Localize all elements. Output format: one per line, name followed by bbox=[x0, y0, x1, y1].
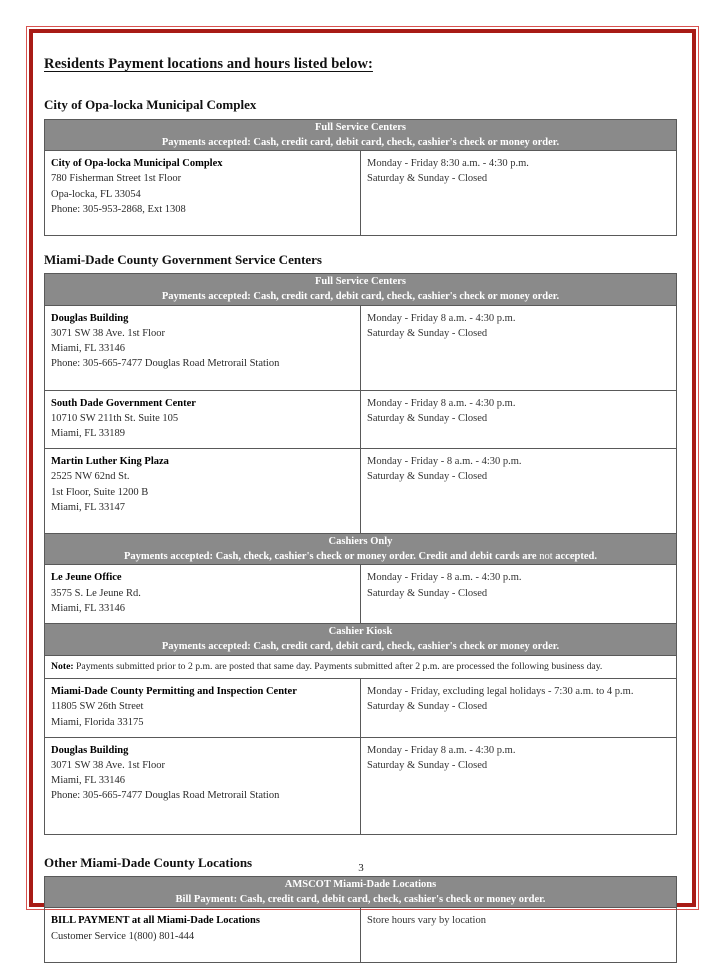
section-heading-miami-dade: Miami-Dade County Government Service Centers bbox=[44, 251, 322, 267]
location-cell bbox=[45, 305, 361, 390]
location-name: South Dade Government Center bbox=[51, 397, 196, 409]
band-cashier-kiosk bbox=[45, 624, 677, 655]
note-cell bbox=[45, 655, 677, 679]
location-details bbox=[45, 151, 360, 235]
band-title: Full Service Centers bbox=[315, 121, 406, 133]
hours-details bbox=[361, 391, 676, 433]
hours-weekend: Saturday & Sunday - Closed bbox=[367, 412, 488, 424]
table-amscot bbox=[44, 876, 677, 963]
location-address-line: 2525 NW 62nd St. bbox=[51, 471, 130, 483]
location-cell bbox=[45, 908, 361, 962]
location-address-line: Miami, FL 33146 bbox=[51, 343, 125, 355]
section-heading-opa-locka: City of Opa-locka Municipal Complex bbox=[44, 97, 257, 113]
location-phone: Phone: 305-665-7477 Douglas Road Metrorail Station bbox=[51, 790, 280, 802]
hours-details bbox=[361, 679, 676, 721]
hours-weekday: Monday - Friday, excluding legal holidays - 7:30 a.m. to 4 p.m. bbox=[367, 686, 634, 698]
hours-cell bbox=[361, 565, 677, 624]
location-cell bbox=[45, 151, 361, 236]
location-name: Douglas Building bbox=[51, 312, 129, 324]
band-subtitle-not: not bbox=[539, 551, 553, 563]
location-address-line: 3071 SW 38 Ave. 1st Floor bbox=[51, 327, 165, 339]
location-details bbox=[45, 908, 360, 961]
hours-details bbox=[361, 565, 676, 607]
location-details bbox=[45, 679, 360, 737]
location-address-line: Miami, FL 33189 bbox=[51, 427, 125, 439]
band-subtitle-part-a: Payments accepted: Cash, check, cashier's check or money order. Credit and debit cards are bbox=[124, 551, 540, 563]
location-cell bbox=[45, 737, 361, 834]
hours-weekday: Monday - Friday 8 a.m. - 4:30 p.m. bbox=[367, 744, 516, 756]
location-details bbox=[45, 738, 360, 834]
location-cell bbox=[45, 679, 361, 738]
hours-weekend: Saturday & Sunday - Closed bbox=[367, 760, 488, 772]
table-band-row bbox=[45, 624, 677, 655]
location-name: City of Opa-locka Municipal Complex bbox=[51, 158, 223, 170]
location-address-line: Opa-locka, FL 33054 bbox=[51, 188, 141, 200]
location-cell bbox=[45, 390, 361, 449]
hours-cell bbox=[361, 449, 677, 534]
band-title: AMSCOT Miami-Dade Locations bbox=[284, 878, 437, 890]
band-full-service bbox=[45, 274, 677, 305]
note-text-wrapper bbox=[45, 656, 676, 679]
hours-details bbox=[361, 738, 676, 780]
location-cell bbox=[45, 565, 361, 624]
hours-cell bbox=[361, 908, 677, 962]
note-text: Payments submitted prior to 2 p.m. are posted that same day. Payments submitted after 2 p.m. are processed the following business day. bbox=[73, 660, 603, 672]
hours-cell bbox=[361, 305, 677, 390]
band-subtitle-part-b: accepted. bbox=[552, 551, 597, 563]
band-cashiers-only bbox=[45, 534, 677, 565]
hours-weekday: Monday - Friday - 8 a.m. - 4:30 p.m. bbox=[367, 456, 522, 468]
hours-details bbox=[361, 306, 676, 348]
location-address-line: 10710 SW 211th St. Suite 105 bbox=[51, 412, 179, 424]
band-full-service bbox=[45, 119, 677, 150]
hours-details bbox=[361, 151, 676, 193]
location-address-line: Miami, FL 33146 bbox=[51, 775, 125, 787]
hours-cell bbox=[361, 151, 677, 236]
location-address-line: 3575 S. Le Jeune Rd. bbox=[51, 587, 141, 599]
hours-weekday: Monday - Friday 8:30 a.m. - 4:30 p.m. bbox=[367, 158, 529, 170]
table-row bbox=[45, 390, 677, 449]
hours-weekday: Monday - Friday 8 a.m. - 4:30 p.m. bbox=[367, 312, 516, 324]
hours-details bbox=[361, 908, 676, 935]
hours-cell bbox=[361, 737, 677, 834]
table-row bbox=[45, 565, 677, 624]
hours-weekend: Saturday & Sunday - Closed bbox=[367, 471, 488, 483]
band-subtitle: Bill Payment: Cash, credit card, debit card, check, cashier's check or money order. bbox=[175, 894, 546, 906]
hours-cell bbox=[361, 390, 677, 449]
table-opa-locka bbox=[44, 119, 677, 236]
band-subtitle: Payments accepted: Cash, credit card, debit card, check, cashier's check or money order. bbox=[161, 641, 560, 653]
band-subtitle: Payments accepted: Cash, credit card, debit card, check, cashier's check or money order. bbox=[161, 291, 560, 303]
table-note-row bbox=[45, 655, 677, 679]
table-band-row bbox=[45, 876, 677, 907]
table-row bbox=[45, 908, 677, 962]
band-subtitle: Payments accepted: Cash, credit card, debit card, check, cashier's check or money order. bbox=[161, 136, 560, 148]
band-subtitle bbox=[45, 549, 676, 564]
table-band-row bbox=[45, 534, 677, 565]
location-address-line: 11805 SW 26th Street bbox=[51, 701, 144, 713]
location-name: Miami-Dade County Permitting and Inspection Center bbox=[51, 686, 297, 698]
location-name: BILL PAYMENT at all Miami-Dade Locations bbox=[51, 915, 260, 927]
location-phone: Phone: 305-953-2868, Ext 1308 bbox=[51, 203, 186, 215]
hours-cell bbox=[361, 679, 677, 738]
section-heading-other-locations: Other Miami-Dade County Locations bbox=[44, 854, 253, 870]
note-label: Note: bbox=[51, 660, 74, 672]
hours-weekend: Saturday & Sunday - Closed bbox=[367, 587, 488, 599]
table-row bbox=[45, 737, 677, 834]
location-details bbox=[45, 565, 360, 623]
page-number: 3 bbox=[358, 862, 364, 874]
hours-details bbox=[361, 449, 676, 491]
location-address-line: Miami, Florida 33175 bbox=[51, 716, 144, 728]
location-name: Douglas Building bbox=[51, 744, 129, 756]
band-title: Cashiers Only bbox=[328, 536, 393, 548]
location-address-line: 3071 SW 38 Ave. 1st Floor bbox=[51, 760, 165, 772]
location-name: Martin Luther King Plaza bbox=[51, 456, 169, 468]
table-miami-dade bbox=[44, 273, 677, 834]
location-address-line: Miami, FL 33147 bbox=[51, 501, 125, 513]
table-row bbox=[45, 449, 677, 534]
hours-weekend: Saturday & Sunday - Closed bbox=[367, 173, 488, 185]
location-address-line: Miami, FL 33146 bbox=[51, 602, 125, 614]
hours-weekday: Monday - Friday - 8 a.m. - 4:30 p.m. bbox=[367, 572, 522, 584]
location-details bbox=[45, 306, 360, 390]
band-title: Cashier Kiosk bbox=[328, 626, 393, 638]
hours-weekend: Saturday & Sunday - Closed bbox=[367, 327, 488, 339]
location-name: Le Jeune Office bbox=[51, 572, 122, 584]
location-cell bbox=[45, 449, 361, 534]
location-address-line: 1st Floor, Suite 1200 B bbox=[51, 486, 149, 498]
hours-note: Store hours vary by location bbox=[367, 915, 486, 927]
location-details bbox=[45, 391, 360, 449]
page-title: Residents Payment locations and hours listed below: bbox=[44, 56, 373, 72]
hours-weekday: Monday - Friday 8 a.m. - 4:30 p.m. bbox=[367, 397, 516, 409]
table-row bbox=[45, 151, 677, 236]
table-band-row bbox=[45, 119, 677, 150]
document-content bbox=[44, 56, 678, 963]
location-phone: Phone: 305-665-7477 Douglas Road Metrorail Station bbox=[51, 358, 280, 370]
table-row bbox=[45, 679, 677, 738]
location-address-line: 780 Fisherman Street 1st Floor bbox=[51, 173, 182, 185]
table-band-row bbox=[45, 274, 677, 305]
band-amscot bbox=[45, 876, 677, 907]
band-title: Full Service Centers bbox=[315, 276, 406, 288]
location-phone: Customer Service 1(800) 801-444 bbox=[51, 930, 195, 942]
location-details bbox=[45, 449, 360, 533]
table-row bbox=[45, 305, 677, 390]
hours-weekend: Saturday & Sunday - Closed bbox=[367, 701, 488, 713]
